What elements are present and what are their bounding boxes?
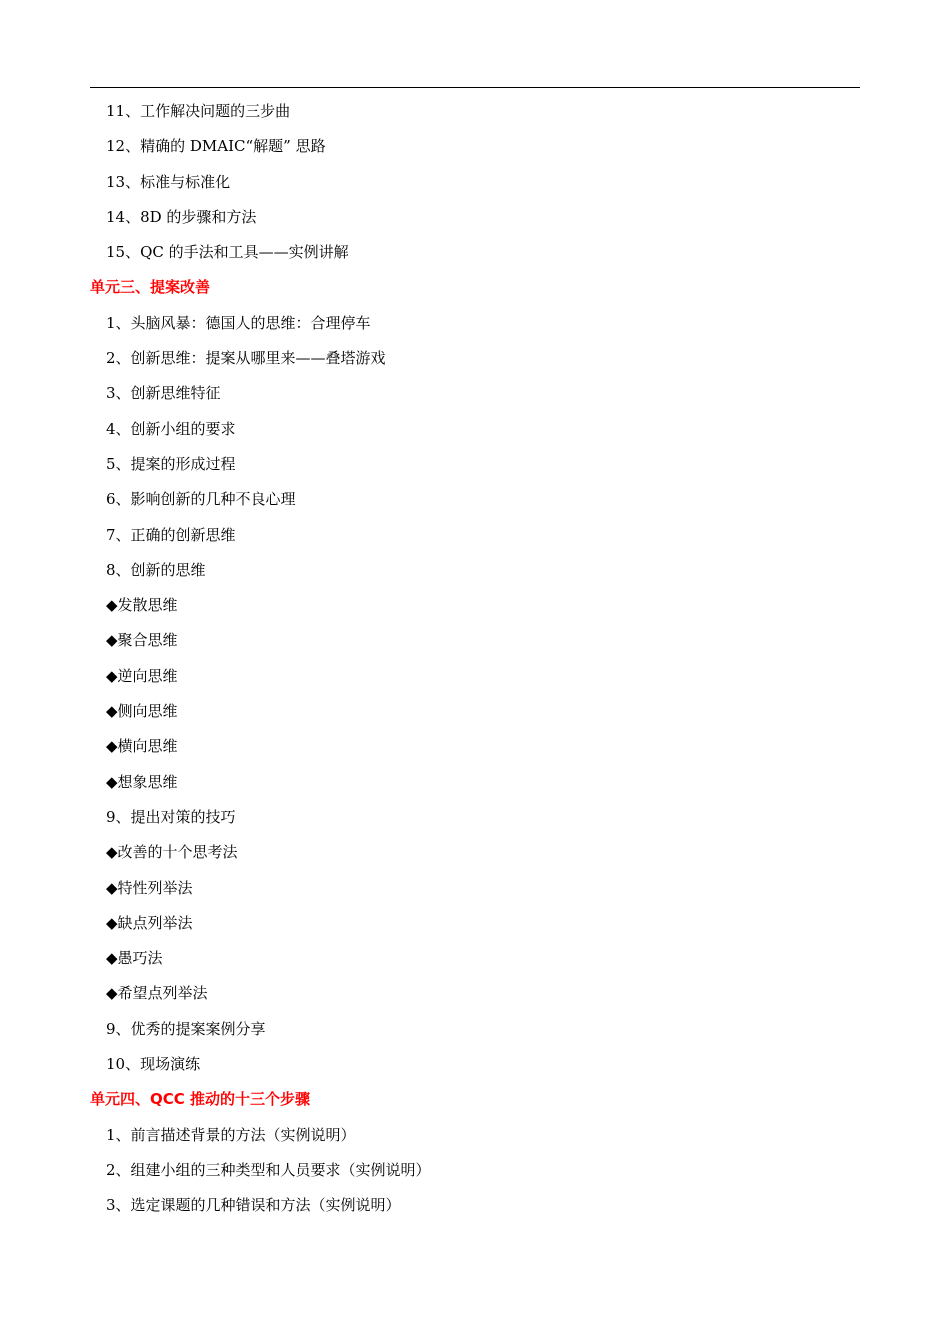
list-item: 2、创新思维：提案从哪里来——叠塔游戏 [106,349,386,368]
list-item: 5、提案的形成过程 [106,454,236,473]
list-item: 14、8D 的步骤和方法 [106,207,257,226]
list-item: 9、提出对策的技巧 [106,807,236,826]
list-item: 1、前言描述背景的方法（实例说明） [106,1125,356,1144]
list-item: ◆侧向思维 [106,702,178,721]
list-item: 12、精确的 DMAIC“解题” 思路 [106,137,326,156]
list-item: ◆改善的十个思考法 [106,843,238,862]
list-item: 4、创新小组的要求 [106,419,236,438]
list-item: 11、工作解决问题的三步曲 [106,102,291,120]
list-item: ◆横向思维 [106,737,178,756]
list-item: ◆发散思维 [106,596,178,615]
section-heading: 单元三、提案改善 [90,278,211,297]
list-item: 8、创新的思维 [106,560,206,579]
list-item: 3、创新思维特征 [106,384,221,403]
list-item: 6、影响创新的几种不良心理 [106,490,296,509]
list-item: 10、现场演练 [106,1055,201,1074]
list-item: ◆逆向思维 [106,666,178,685]
list-item: 7、正确的创新思维 [106,525,236,544]
list-item: ◆缺点列举法 [106,913,193,932]
list-item: ◆特性列举法 [106,878,193,897]
header-rule [90,87,860,88]
list-item: 13、标准与标准化 [106,172,231,191]
list-item: 3、选定课题的几种错误和方法（实例说明） [106,1196,401,1215]
list-item: 15、QC 的手法和工具——实例讲解 [106,243,349,262]
list-item: 2、组建小组的三种类型和人员要求（实例说明） [106,1160,431,1179]
document-body [0,94,950,1224]
list-item: ◆希望点列举法 [106,984,208,1003]
list-item: ◆聚合思维 [106,631,178,650]
list-item: ◆想象思维 [106,772,178,791]
list-item: 1、头脑风暴：德国人的思维：合理停车 [106,313,371,332]
section-heading: 单元四、QCC 推动的十三个步骤 [90,1090,310,1109]
list-item: 9、优秀的提案案例分享 [106,1019,266,1038]
list-item: ◆愚巧法 [106,949,163,968]
